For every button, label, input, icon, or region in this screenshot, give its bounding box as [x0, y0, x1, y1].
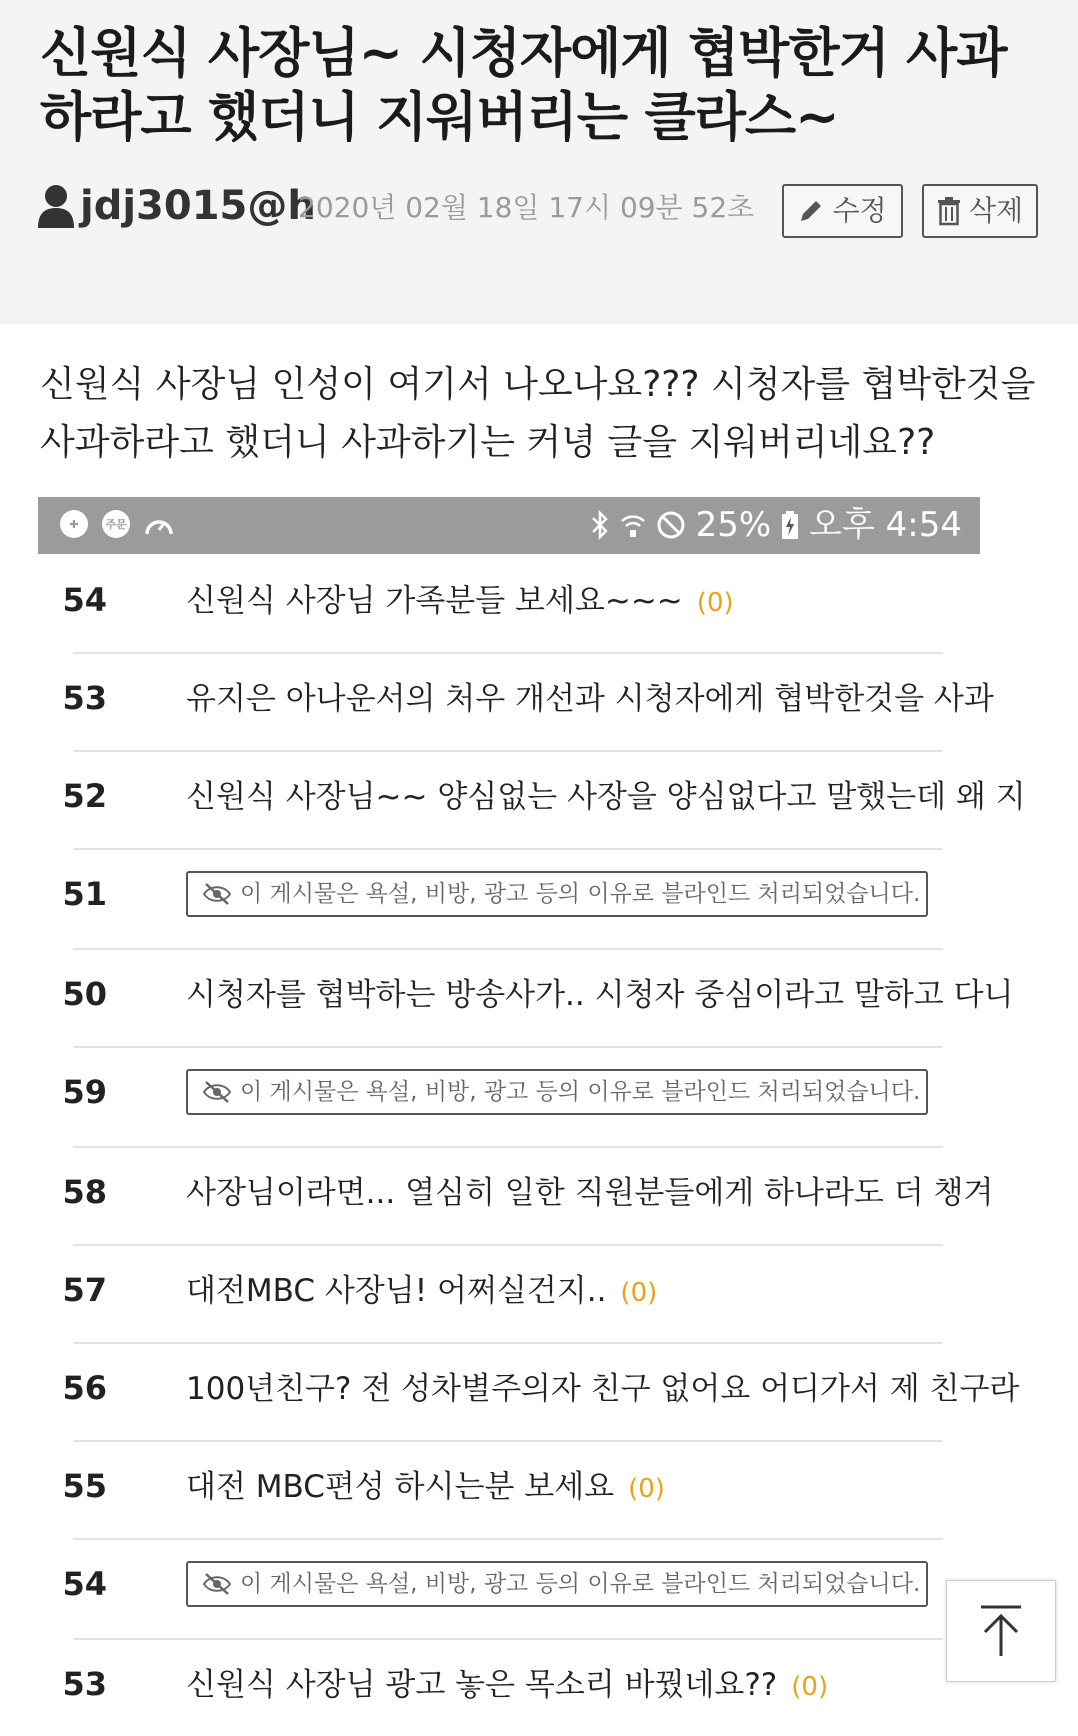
order-icon: 주문	[102, 510, 130, 538]
list-item-number: 54	[62, 1565, 107, 1603]
list-item-number: 57	[62, 1271, 107, 1309]
list-item-title[interactable]: 시청자를 협박하는 방송사가.. 시청자 중심이라고 말하고 다니	[186, 977, 1014, 1013]
list-item-title[interactable]: 신원식 사장님 가족분들 보세요~~~	[186, 583, 683, 619]
blind-notice-text: 이 게시물은 욕설, 비방, 광고 등의 이유로 블라인드 처리되었습니다.	[240, 1079, 921, 1105]
list-item-number: 59	[62, 1073, 107, 1111]
post-meta	[38, 180, 1038, 232]
blind-notice	[186, 1069, 928, 1115]
battery-charging-icon	[781, 510, 799, 540]
list-item-number: 53	[62, 1665, 107, 1703]
list-item-title[interactable]: 신원식 사장님~~ 양심없는 사장을 양심없다고 말했는데 왜 지	[186, 779, 1026, 815]
post-body-line-1: 신원식 사장님 인성이 여기서 나오나요??? 시청자를 협박한것을	[40, 364, 1036, 405]
list-item-title[interactable]: 대전 MBC편성 하시는분 보세요	[186, 1469, 615, 1505]
comment-count: (0)	[696, 588, 734, 618]
list-item[interactable]	[62, 750, 1026, 850]
post-body-line-2: 사과하라고 했더니 사과하기는 커녕 글을 지워버리네요??	[40, 422, 936, 463]
clock-time: 오후 4:54	[809, 505, 962, 545]
edit-button[interactable]	[782, 184, 903, 238]
delete-button[interactable]	[922, 184, 1038, 238]
phone-status-bar	[38, 497, 980, 554]
trash-icon	[937, 197, 961, 225]
list-item[interactable]	[62, 554, 943, 654]
eye-slash-icon	[202, 1573, 232, 1595]
list-item[interactable]	[62, 1538, 943, 1640]
pencil-icon	[798, 198, 824, 224]
do-not-disturb-icon	[656, 510, 686, 540]
post-body	[40, 356, 1040, 472]
list-item-title[interactable]: 대전MBC 사장님! 어쩌실건지..	[186, 1273, 607, 1309]
list-item-number: 54	[62, 581, 107, 619]
list-item-number: 52	[62, 777, 107, 815]
list-item-number: 50	[62, 975, 107, 1013]
user-icon	[38, 184, 74, 228]
blind-notice	[186, 871, 928, 917]
battery-percent: 25%	[695, 505, 772, 545]
arrow-up-to-line-icon	[979, 1604, 1023, 1658]
list-item-number: 51	[62, 875, 107, 913]
post-date: 2020년 02월 18일 17시 09분 52초	[298, 191, 755, 224]
list-item-number: 56	[62, 1369, 107, 1407]
list-item[interactable]	[62, 1244, 943, 1344]
comment-count: (0)	[628, 1474, 665, 1504]
list-item-number: 53	[62, 679, 107, 717]
eye-slash-icon	[202, 1081, 232, 1103]
blind-notice	[186, 1561, 928, 1607]
list-item[interactable]	[62, 1342, 1020, 1442]
game-icon: ✚	[60, 510, 88, 538]
list-item[interactable]	[62, 1046, 943, 1148]
comment-count: (0)	[620, 1278, 658, 1308]
list-item-title[interactable]: 신원식 사장님 광고 놓은 목소리 바꿨네요??	[186, 1667, 778, 1703]
scroll-to-top-button[interactable]	[946, 1580, 1056, 1682]
wifi-icon	[620, 511, 646, 539]
post-header	[0, 0, 1078, 324]
post-author[interactable]: jdj3015@h	[80, 183, 316, 229]
eye-slash-icon	[202, 883, 232, 905]
blind-notice-text: 이 게시물은 욕설, 비방, 광고 등의 이유로 블라인드 처리되었습니다.	[240, 1571, 921, 1597]
list-item[interactable]	[62, 848, 943, 950]
edit-button-label: 수정	[832, 194, 887, 227]
list-item[interactable]	[62, 1638, 943, 1736]
list-item-title[interactable]: 100년친구? 전 성차별주의자 친구 없어요 어디가서 제 친구라	[186, 1371, 1020, 1407]
comment-count: (0)	[791, 1672, 829, 1702]
list-item-title[interactable]: 유지은 아나운서의 처우 개선과 시청자에게 협박한것을 사과	[186, 681, 994, 717]
list-item[interactable]	[62, 1146, 994, 1246]
list-item-title[interactable]: 사장님이라면... 열심히 일한 직원분들에게 하나라도 더 챙겨	[186, 1175, 994, 1211]
delete-button-label: 삭제	[968, 194, 1024, 227]
list-item[interactable]	[62, 652, 994, 752]
blind-notice-text: 이 게시물은 욕설, 비방, 광고 등의 이유로 블라인드 처리되었습니다.	[240, 881, 921, 907]
list-item[interactable]	[62, 1440, 943, 1540]
list-item-number: 55	[62, 1467, 107, 1505]
bluetooth-icon	[590, 510, 610, 540]
post-title: 신원식 사장님~ 시청자에게 협박한거 사과하라고 했더니 지워버리는 클라스~	[40, 23, 1007, 148]
list-item[interactable]	[62, 948, 1014, 1048]
list-item-number: 58	[62, 1173, 107, 1211]
speedometer-icon	[144, 510, 174, 538]
embedded-screenshot	[38, 497, 1026, 1703]
